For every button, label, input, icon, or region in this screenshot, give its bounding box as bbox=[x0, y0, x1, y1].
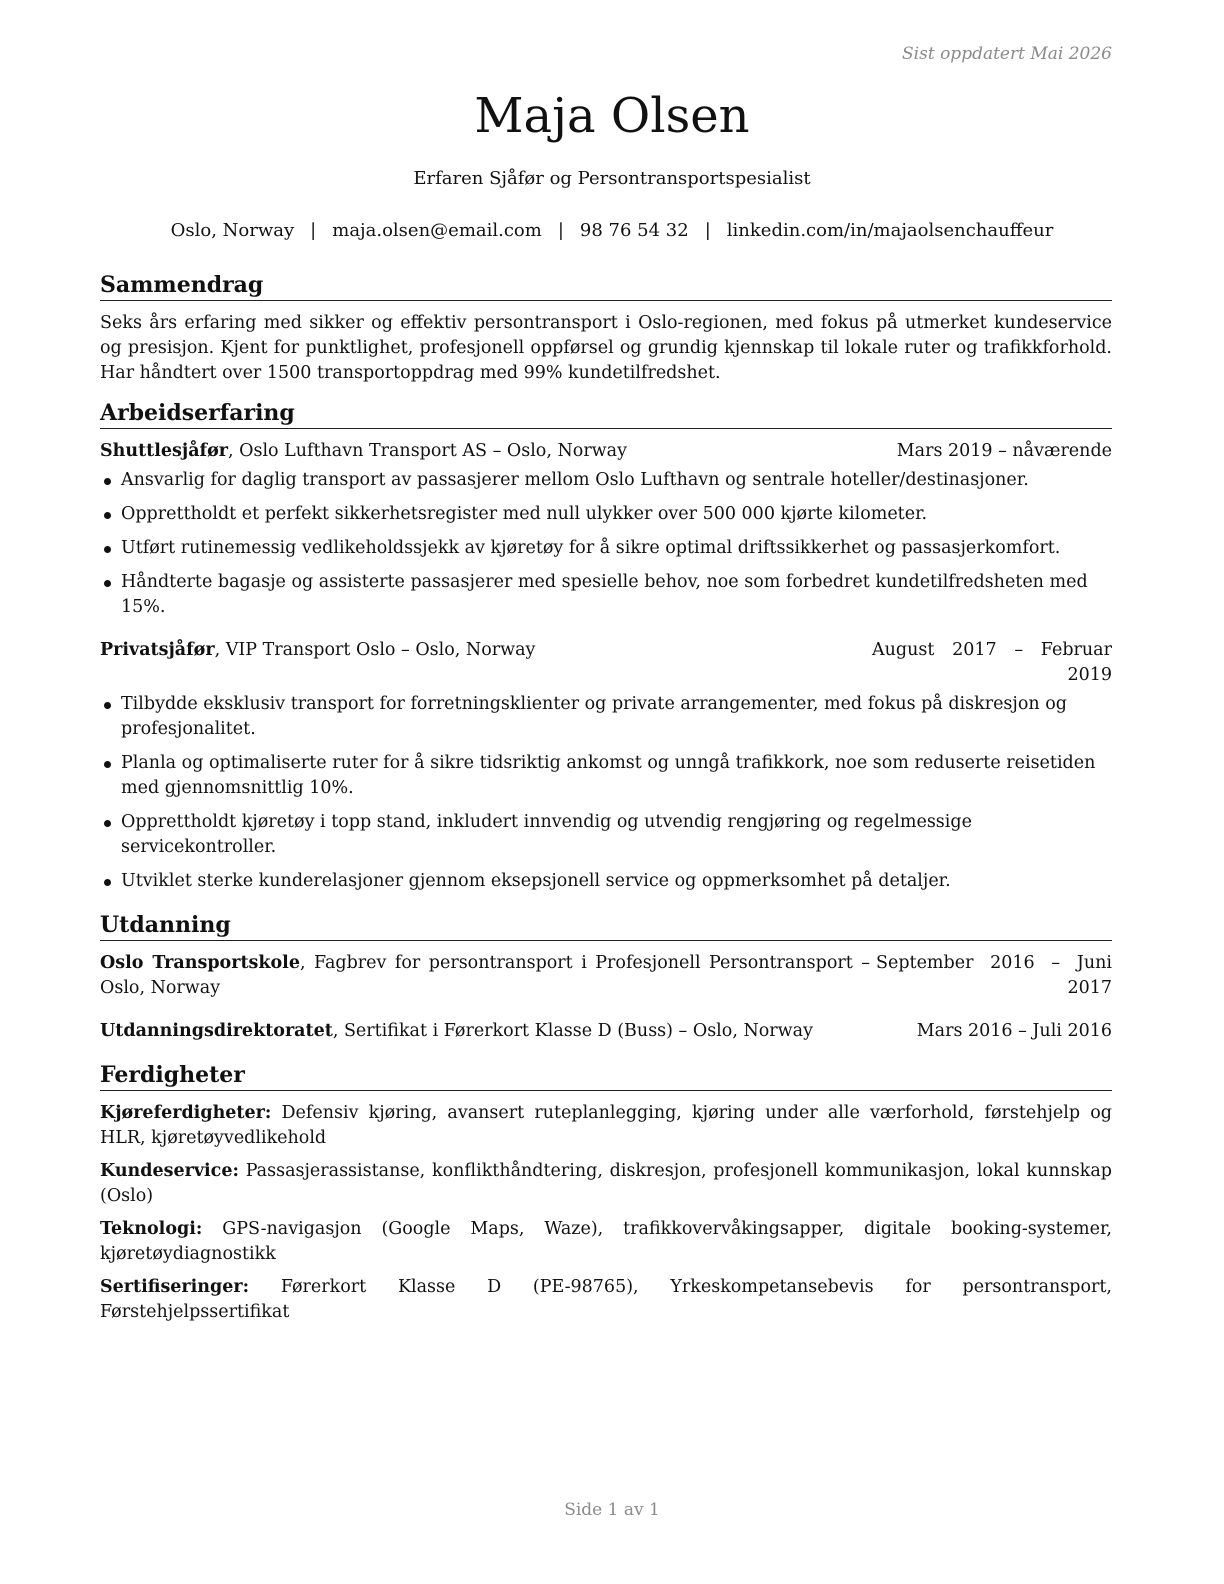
skill-label: Kundeservice: bbox=[100, 1161, 239, 1181]
job-dates: August 2017 – Februar 2019 bbox=[872, 640, 1112, 685]
job-title-line bbox=[100, 638, 866, 663]
education-dates: September 2016 – Juni 2017 bbox=[876, 953, 1112, 998]
job-role: Privatsjåfør bbox=[100, 640, 215, 660]
skill-row bbox=[100, 1217, 1112, 1267]
contact-location: Oslo, Norway bbox=[170, 220, 295, 241]
contact-phone: 98 76 54 32 bbox=[579, 220, 689, 241]
last-updated: Sist oppdatert Mai 2026 bbox=[902, 44, 1112, 64]
job-entry bbox=[100, 439, 1112, 620]
list-item: Tilbydde eksklusiv transport for forretningsklienter og private arrangementer, med fokus på diskresjon og profesjonalitet. bbox=[100, 692, 1112, 742]
candidate-name: Maja Olsen bbox=[474, 88, 750, 144]
section-title-summary: Sammendrag bbox=[100, 272, 1112, 301]
list-item: Utført rutinemessig vedlikeholdssjekk av kjøretøy for å sikre optimal driftssikkerhet og passasjerkomfort. bbox=[100, 536, 1112, 561]
job-employer: , VIP Transport Oslo – Oslo, Norway bbox=[214, 640, 536, 660]
contact-separator: | bbox=[704, 220, 711, 241]
list-item: Ansvarlig for daglig transport av passasjerer mellom Oslo Lufthavn og sentrale hoteller/destinasjoner. bbox=[100, 468, 1112, 493]
education-section bbox=[100, 912, 1112, 1044]
section-title-skills: Ferdigheter bbox=[100, 1062, 1112, 1091]
education-school: Oslo Transportskole bbox=[100, 953, 300, 973]
summary-section bbox=[100, 272, 1112, 386]
contact-email[interactable]: maja.olsen@email.com bbox=[332, 220, 542, 241]
contact-separator: | bbox=[557, 220, 564, 241]
contact-separator: | bbox=[310, 220, 317, 241]
job-bullets bbox=[100, 692, 1112, 894]
job-bullets bbox=[100, 468, 1112, 620]
skill-row bbox=[100, 1159, 1112, 1209]
contact-line bbox=[0, 220, 1224, 241]
skill-text: Førerkort Klasse D (PE-98765), Yrkeskompetansebevis for persontransport, Førstehjelpssertifikat bbox=[100, 1277, 1112, 1322]
page-number: Side 1 av 1 bbox=[564, 1500, 660, 1520]
skill-label: Kjøreferdigheter: bbox=[100, 1103, 272, 1123]
resume-body bbox=[100, 272, 1112, 1337]
education-program: , Fagbrev for persontransport i Profesjonell Persontransport – Oslo, Norway bbox=[100, 953, 870, 998]
job-role: Shuttlesjåfør bbox=[100, 441, 228, 461]
contact-linkedin[interactable]: linkedin.com/in/majaolsenchauffeur bbox=[726, 220, 1054, 241]
job-employer: , Oslo Lufthavn Transport AS – Oslo, Norway bbox=[227, 441, 627, 461]
education-title-line bbox=[100, 951, 870, 1001]
job-entry bbox=[100, 638, 1112, 894]
skill-label: Sertifiseringer: bbox=[100, 1277, 250, 1297]
list-item: Opprettholdt et perfekt sikkerhetsregister med null ulykker over 500 000 kjørte kilometer. bbox=[100, 502, 1112, 527]
job-header bbox=[100, 638, 1112, 688]
skill-text: Passasjerassistanse, konflikthåndtering, diskresjon, profesjonell kommunikasjon, lokal kunnskap (Oslo) bbox=[100, 1161, 1112, 1206]
skill-text: GPS-navigasjon (Google Maps, Waze), trafikkovervåkingsapper, digitale booking-systemer, kjøretøydiagnostikk bbox=[100, 1219, 1112, 1264]
job-header bbox=[100, 439, 1112, 464]
education-header bbox=[100, 1019, 1112, 1044]
skill-row bbox=[100, 1275, 1112, 1325]
education-header bbox=[100, 951, 1112, 1001]
education-dates: Mars 2016 – Juli 2016 bbox=[916, 1021, 1112, 1041]
skill-row bbox=[100, 1101, 1112, 1151]
list-item: Opprettholdt kjøretøy i topp stand, inkludert innvendig og utvendig rengjøring og regelmessige servicekontroller. bbox=[100, 810, 1112, 860]
education-title-line bbox=[100, 1019, 911, 1044]
list-item: Håndterte bagasje og assisterte passasjerer med spesielle behov, noe som forbedret kundetilfredsheten med 15%. bbox=[100, 570, 1112, 620]
skill-label: Teknologi: bbox=[100, 1219, 203, 1239]
candidate-title: Erfaren Sjåfør og Persontransportspesialist bbox=[413, 168, 811, 189]
list-item: Planla og optimaliserte ruter for å sikre tidsriktig ankomst og unngå trafikkork, noe som reduserte reisetiden med gjennomsnittlig 10%. bbox=[100, 751, 1112, 801]
education-school: Utdanningsdirektoratet bbox=[100, 1021, 333, 1041]
summary-text: Seks års erfaring med sikker og effektiv persontransport i Oslo-regionen, med fokus på utmerket kundeservice og presisjon. Kjent for punktlighet, profesjonell oppførsel og grundig kjennskap til lokale ruter og trafikkforhold. Har håndtert over 1500 transportoppdrag med 99% kundetilfredshet. bbox=[100, 313, 1112, 383]
education-program: , Sertifikat i Førerkort Klasse D (Buss) – Oslo, Norway bbox=[332, 1021, 813, 1041]
section-title-experience: Arbeidserfaring bbox=[100, 400, 1112, 429]
skill-text: Defensiv kjøring, avansert ruteplanlegging, kjøring under alle værforhold, førstehjelp og HLR, kjøretøyvedlikehold bbox=[100, 1103, 1112, 1148]
skills-section bbox=[100, 1062, 1112, 1325]
list-item: Utviklet sterke kunderelasjoner gjennom eksepsjonell service og oppmerksomhet på detaljer. bbox=[100, 869, 1112, 894]
education-entry bbox=[100, 1019, 1112, 1044]
section-title-education: Utdanning bbox=[100, 912, 1112, 941]
education-entry bbox=[100, 951, 1112, 1001]
job-dates: Mars 2019 – nåværende bbox=[896, 441, 1112, 461]
experience-section bbox=[100, 400, 1112, 894]
job-title-line bbox=[100, 439, 891, 464]
